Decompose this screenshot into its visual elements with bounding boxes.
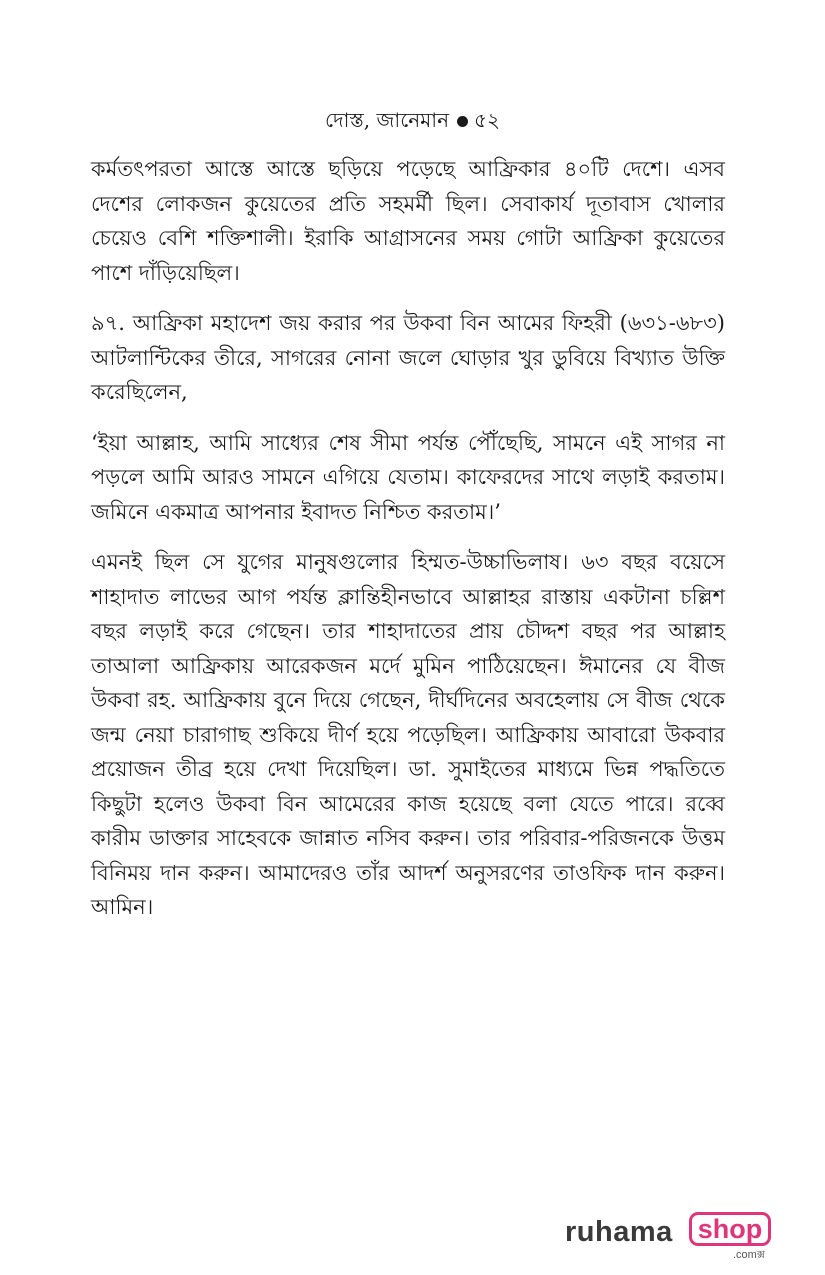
logo-domain: .comক্স [733,1249,765,1261]
ruhamashop-watermark-logo [565,1212,775,1260]
logo-shop-word: shop [697,1214,763,1244]
bullet-separator [457,116,468,127]
running-header [0,106,825,134]
paragraph-2: ৯৭. আফ্রিকা মহাদেশ জয় করার পর উকবা বিন আমের ফিহরী (৬৩১-৬৮৩) আটলান্টিকের তীরে, সাগরের নোনা জলে ঘোড়ার খুর ডুবিয়ে বিখ্যাত উক্তি করেছিলেন, [91,311,725,404]
quote-paragraph: ‘ইয়া আল্লাহ, আমি সাধ্যের শেষ সীমা পর্যন্ত পৌঁছেছি, সামনে এই সাগর না পড়লে আমি আরও সামনে এগিয়ে যেতাম। কাফেরদের সাথে লড়াই করতাম। জমিনে একমাত্র আপনার ইবাদত নিশ্চিত করতাম।’ [91,430,725,524]
page-body [91,152,725,941]
logo-word: ruhama [565,1216,673,1248]
paragraph-1: কর্মতৎপরতা আস্তে আস্তে ছড়িয়ে পড়েছে আফ্রিকার ৪০টি দেশে। এসব দেশের লোকজন কুয়েতের প্রতি সহমর্মী ছিল। সেবাকার্য দূতাবাস খোলার চেয়েও বেশি শক্তিশালী। ইরাকি আগ্রাসনের সময় গোটা আফ্রিকা কুয়েতের পাশে দাঁড়িয়েছিল। [91,157,725,285]
logo-shop-badge [689,1212,771,1246]
paragraph-4: এমনই ছিল সে যুগের মানুষগুলোর হিম্মত-উচ্চাভিলাষ। ৬৩ বছর বয়েসে শাহাদাত লাভের আগ পর্যন্ত ক্লান্তিহীনভাবে আল্লাহর রাস্তায় একটানা চল্লিশ বছর লড়াই করে গেছেন। তার শাহাদাতের প্রায় চৌদ্দশ বছর পর আল্লাহ তাআলা আফ্রিকায় আরেকজন মর্দে মুমিন পাঠিয়েছেন। ঈমানের যে বীজ উকবা রহ. আফ্রিকায় বুনে দিয়ে গেছেন, দীর্ঘদিনের অবহেলায় সে বীজ থেকে জন্ম নেয়া চারাগাছ শুকিয়ে দীর্ণ হয়ে পড়েছিল। আফ্রিকায় আবারো উকবার প্রয়োজন তীব্র হয়ে দেখা দিয়েছিল। ডা. সুমাইতের মাধ্যমে ভিন্ন পদ্ধতিতে কিছুটা হলেও উকবা বিন আমেরের কাজ হয়েছে বলা যেতে পারে। রব্বে কারীম ডাক্তার সাহেবকে জান্নাত নসিব করুন। তার পরিবার-পরিজনকে উত্তম বিনিময় দান করুন। আমাদেরও তাঁর আদর্শ অনুসরণের তাওফিক দান করুন। আমিন। [91,550,725,919]
book-title: দোস্ত, জানেমান [324,108,450,132]
page-number: ৫২ [474,108,500,132]
